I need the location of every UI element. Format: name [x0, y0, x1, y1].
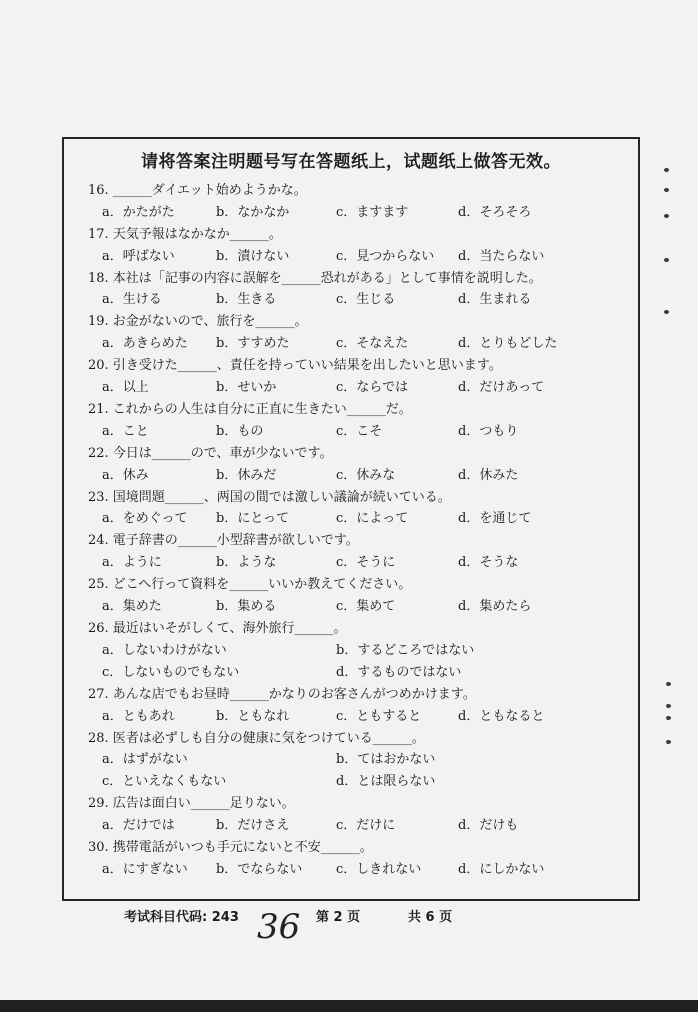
answer-option: c．だけに: [336, 818, 396, 834]
scan-edge: [0, 1000, 698, 1012]
answer-option: c．そなえた: [336, 336, 409, 352]
answer-option: a．をめぐって: [102, 511, 188, 527]
question-stem: 28. 医者は必ずしも自分の健康に気をつけている______。: [88, 730, 425, 746]
option-row: [88, 596, 628, 618]
answer-option: b．するどころではない: [336, 642, 475, 658]
handwritten-page-number: [255, 892, 301, 952]
answer-option: a．しないわけがない: [102, 642, 227, 658]
answer-option: a．こと: [102, 423, 149, 439]
question-stem: 27. あんな店でもお昼時______かなりのお客さんがつめかけます。: [88, 686, 476, 702]
answer-option: b．にとって: [216, 511, 290, 527]
answer-option: d．とりもどした: [458, 336, 558, 352]
answer-option: c．しきれない: [336, 861, 422, 877]
answer-option: b．なかなか: [216, 204, 290, 220]
question-list: [88, 180, 628, 881]
answer-option: d．そうな: [458, 555, 519, 571]
binding-hole: [664, 188, 669, 192]
question-stem: 19. お金がないので、旅行を______。: [88, 314, 308, 330]
answer-option: d．とは限らない: [336, 774, 436, 790]
question-stem: 21. これからの人生は自分に正直に生きたい______だ。: [88, 401, 412, 417]
question-stem: 23. 国境問題______、两国の間では激しい議論が続いている。: [88, 489, 451, 505]
answer-option: c．ならでは: [336, 379, 409, 395]
answer-option: d．だけあって: [458, 379, 545, 395]
answer-option: b．すすめた: [216, 336, 290, 352]
binding-hole: [666, 740, 671, 744]
answer-option: d．集めたら: [458, 598, 532, 614]
question-stem: 26. 最近はいそがしくて、海外旅行______。: [88, 620, 347, 636]
answer-option: c．生じる: [336, 292, 396, 308]
binding-hole: [666, 716, 671, 720]
answer-option: a．かたがた: [102, 204, 175, 220]
question-stem: 30. 携帯電話がいつも手元にないと不安______。: [88, 840, 373, 856]
option-row: [88, 202, 628, 224]
answer-option: d．ともなると: [458, 708, 545, 724]
answer-option: a．以上: [102, 379, 149, 395]
question-stem: 25. どこへ行って資料を______いいか教えてください。: [88, 577, 412, 593]
question-stem: 18. 本社は「記事の内容に誤解を______恐れがある」として事情を説明した。: [88, 270, 542, 286]
option-row: [88, 421, 628, 443]
question-stem: 16. ______ダイエット始めようかな。: [88, 183, 307, 198]
question-stem: 22. 今日は______ので、車が少ないです。: [88, 445, 333, 461]
answer-option: a．ように: [102, 555, 162, 571]
binding-hole: [666, 682, 671, 686]
answer-option: d．つもり: [458, 423, 519, 439]
option-row: [88, 706, 628, 728]
option-row: [88, 859, 628, 881]
answer-option: c．といえなくもない: [102, 774, 227, 790]
answer-option: a．はずがない: [102, 752, 188, 768]
binding-hole: [664, 258, 669, 262]
answer-option: b．集める: [216, 598, 277, 614]
answer-option: c．こそ: [336, 423, 383, 439]
question-stem: 24. 電子辞書の______小型辞書が欲しいです。: [88, 533, 359, 549]
page-total: 共 6 页: [408, 910, 453, 925]
answer-option: b．漬けない: [216, 248, 290, 264]
binding-hole: [664, 168, 669, 172]
binding-hole: [664, 214, 669, 218]
answer-option: b．でならない: [216, 861, 303, 877]
option-row: [88, 465, 628, 487]
page-number: 第 2 页: [316, 910, 361, 925]
answer-option: d．するものではない: [336, 664, 462, 680]
option-row: [88, 508, 628, 530]
option-row: [88, 333, 628, 355]
option-row: [88, 552, 628, 574]
option-row: [88, 640, 628, 684]
answer-option: c．ともすると: [336, 708, 422, 724]
answer-option: c．そうに: [336, 555, 396, 571]
answer-option: b．せいか: [216, 379, 277, 395]
question-stem: 17. 天気予報はなかなか______。: [88, 226, 282, 242]
question-stem: 29. 広告は面白い______足りない。: [88, 796, 295, 812]
answer-option: b．生きる: [216, 292, 277, 308]
answer-option: b．ともなれ: [216, 708, 290, 724]
option-row: [88, 289, 628, 311]
answer-option: d．を通じて: [458, 511, 532, 527]
answer-option: c．によって: [336, 511, 409, 527]
answer-option: b．もの: [216, 423, 264, 439]
answer-option: b．てはおかない: [336, 752, 436, 768]
answer-option: a．生ける: [102, 292, 162, 308]
answer-option: c．休みな: [336, 467, 396, 483]
answer-option: d．休みた: [458, 467, 519, 483]
binding-hole: [666, 704, 671, 708]
question-frame: [62, 137, 640, 901]
answer-option: b．休みだ: [216, 467, 277, 483]
answer-option: d．にしかない: [458, 861, 545, 877]
answer-option: d．生まれる: [458, 292, 532, 308]
question-stem: 20. 引き受けた______、責任を持っていい結果を出したいと思います。: [88, 358, 502, 374]
answer-option: b．だけさえ: [216, 818, 290, 834]
answer-option: a．にすぎない: [102, 861, 188, 877]
answer-option: c．しないものでもない: [102, 664, 240, 680]
answer-option: a．集めた: [102, 598, 162, 614]
answer-notice: 请将答案注明题号写在答题纸上，试题纸上做答无效。: [141, 152, 561, 172]
answer-option: d．だけも: [458, 818, 519, 834]
answer-option: d．そろそろ: [458, 204, 532, 220]
svg-text:36: 36: [257, 907, 301, 947]
answer-option: c．ますます: [336, 204, 409, 220]
option-row: [88, 377, 628, 399]
answer-option: c．見つからない: [336, 248, 435, 264]
answer-option: b．ような: [216, 555, 277, 571]
option-row: [88, 749, 628, 793]
binding-hole: [664, 310, 669, 314]
subject-code: 考试科目代码: 243: [124, 910, 239, 925]
option-row: [88, 246, 628, 268]
answer-option: c．集めて: [336, 598, 396, 614]
answer-option: d．当たらない: [458, 248, 545, 264]
answer-option: a．だけでは: [102, 818, 175, 834]
answer-option: a．あきらめた: [102, 336, 188, 352]
answer-option: a．呼ばない: [102, 248, 175, 264]
answer-option: a．休み: [102, 467, 149, 483]
answer-option: a．ともあれ: [102, 708, 175, 724]
option-row: [88, 815, 628, 837]
